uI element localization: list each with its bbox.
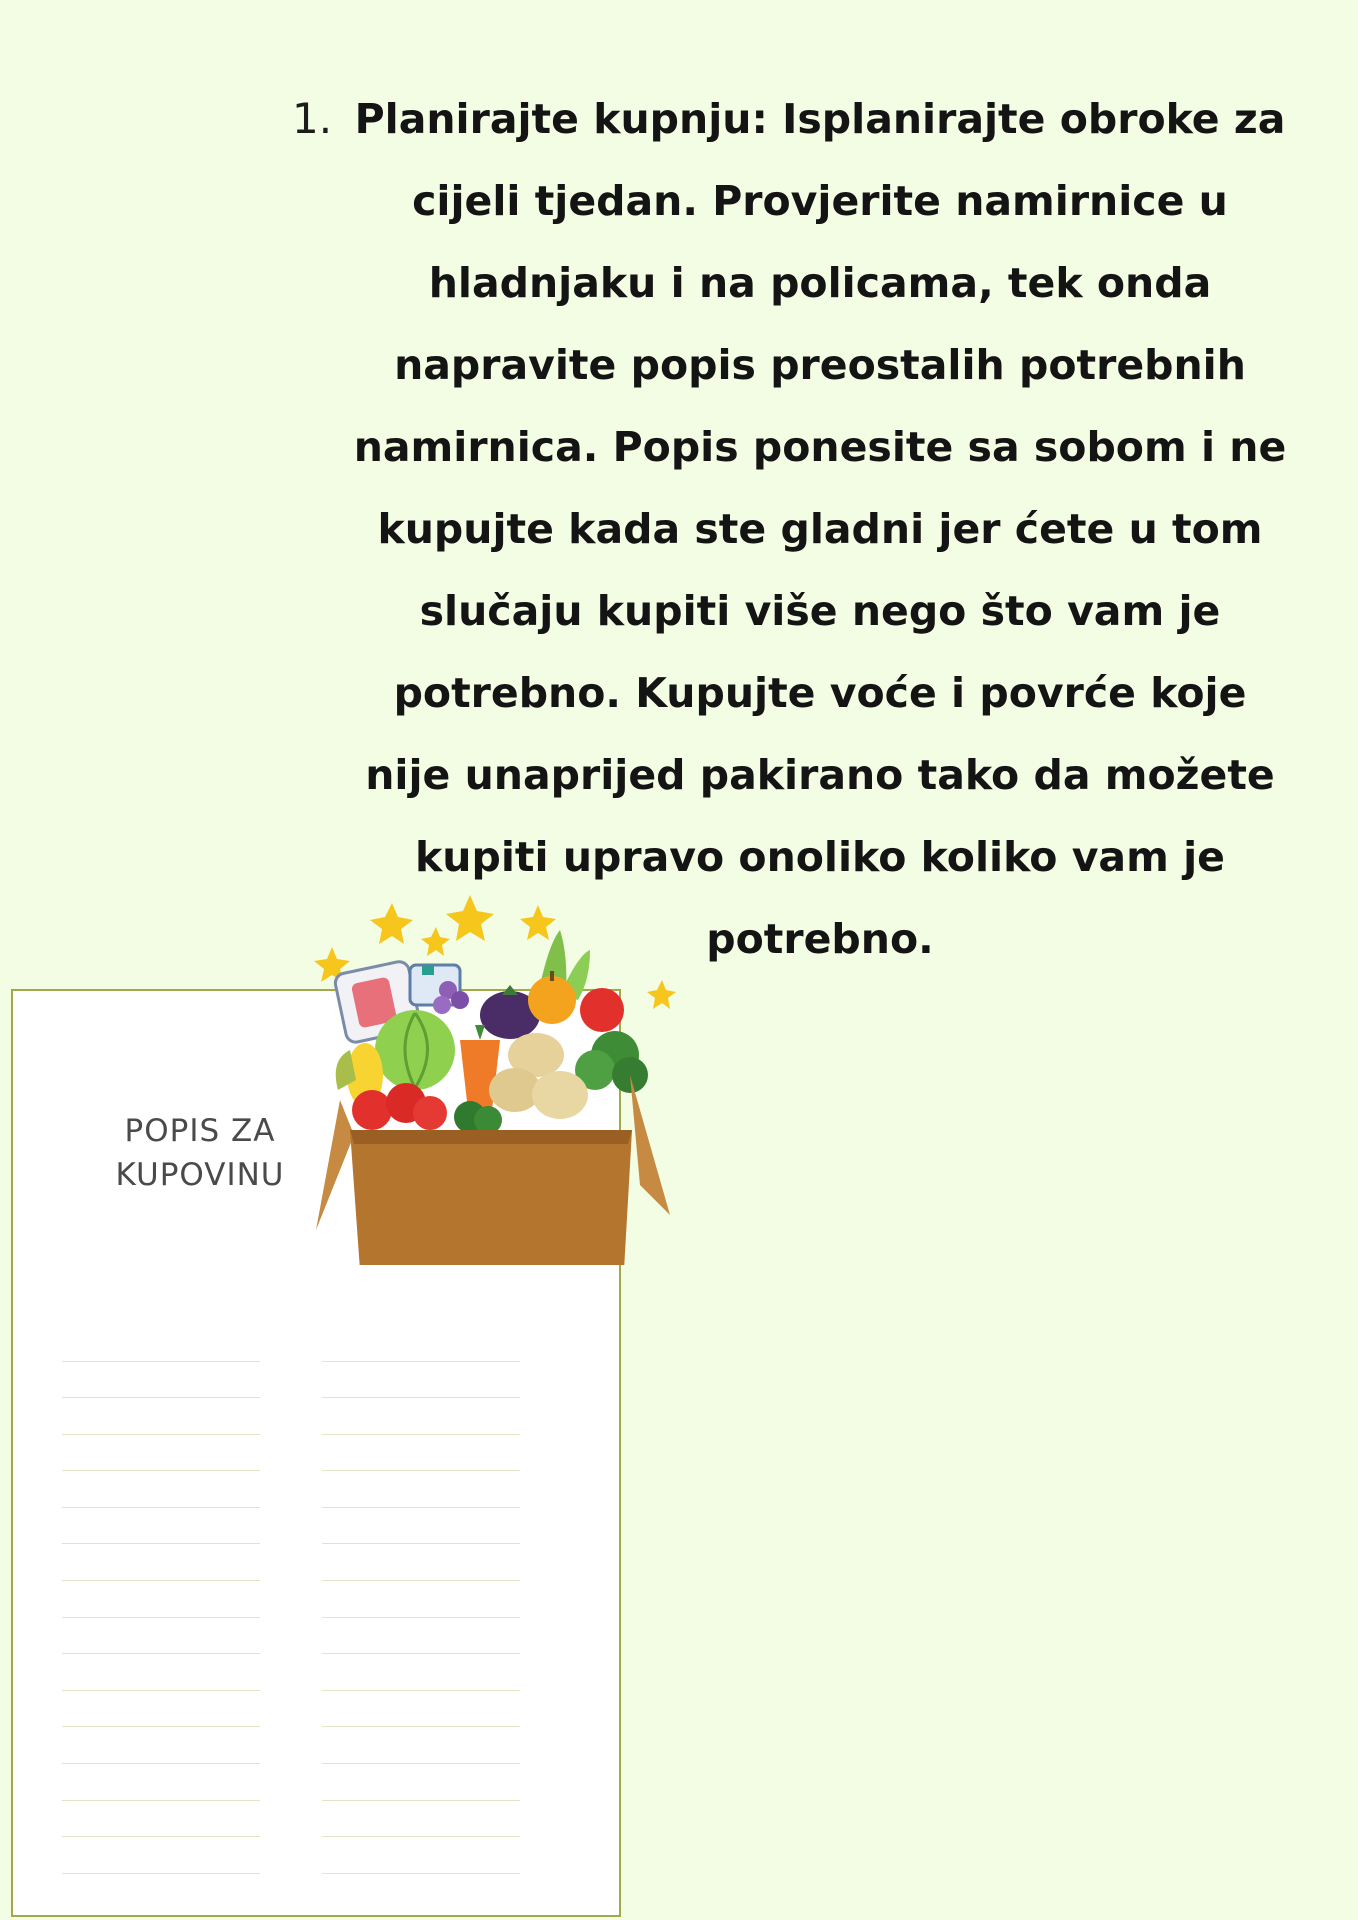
writing-line: [322, 1471, 520, 1508]
shopping-list-title-line1: POPIS ZA: [124, 1113, 276, 1149]
grocery-box-icon: [310, 885, 682, 1265]
writing-line: [322, 1398, 520, 1435]
writing-line: [62, 1691, 260, 1728]
writing-line: [322, 1801, 520, 1838]
writing-line: [62, 1618, 260, 1655]
writing-line: [322, 1508, 520, 1545]
shopping-list-title: [105, 1109, 295, 1197]
tip-text: Planirajte kupnju: Isplanirajte obroke za cijeli tjedan. Provjerite namirnice u hladnjaku i na policama, tek onda napravite popis preostalih potrebnih namirnica. Popis ponesite sa sobom i ne kupujte kada ste gladni jer ćete u tom slučaju kupiti više nego što vam je potrebno. Kupujte voće i povrće koje nije unaprijed pakirano tako da možete kupiti upravo onoliko koliko vam je potrebno.: [353, 95, 1287, 963]
writing-line: [62, 1435, 260, 1472]
writing-line: [62, 1362, 260, 1399]
writing-line: [62, 1764, 260, 1801]
writing-line: [322, 1581, 520, 1618]
writing-line: [322, 1618, 520, 1655]
writing-line: [62, 1508, 260, 1545]
writing-line: [62, 1654, 260, 1691]
writing-line: [62, 1398, 260, 1435]
tip-item: [280, 78, 1290, 980]
writing-line: [322, 1544, 520, 1581]
shopping-list-title-line2: KUPOVINU: [115, 1157, 285, 1193]
writing-line: [62, 1581, 260, 1618]
writing-line: [62, 1471, 260, 1508]
writing-line: [322, 1764, 520, 1801]
writing-line: [322, 1837, 520, 1874]
writing-line: [322, 1362, 520, 1399]
writing-line: [62, 1544, 260, 1581]
writing-line: [62, 1837, 260, 1874]
shopping-list-column-left: [62, 1360, 260, 1874]
writing-line: [322, 1691, 520, 1728]
writing-line: [322, 1727, 520, 1764]
writing-line: [322, 1654, 520, 1691]
writing-line: [62, 1727, 260, 1764]
writing-line: [62, 1801, 260, 1838]
tip-number: 1.: [292, 94, 333, 143]
shopping-list-column-right: [322, 1360, 520, 1874]
writing-line: [322, 1435, 520, 1472]
